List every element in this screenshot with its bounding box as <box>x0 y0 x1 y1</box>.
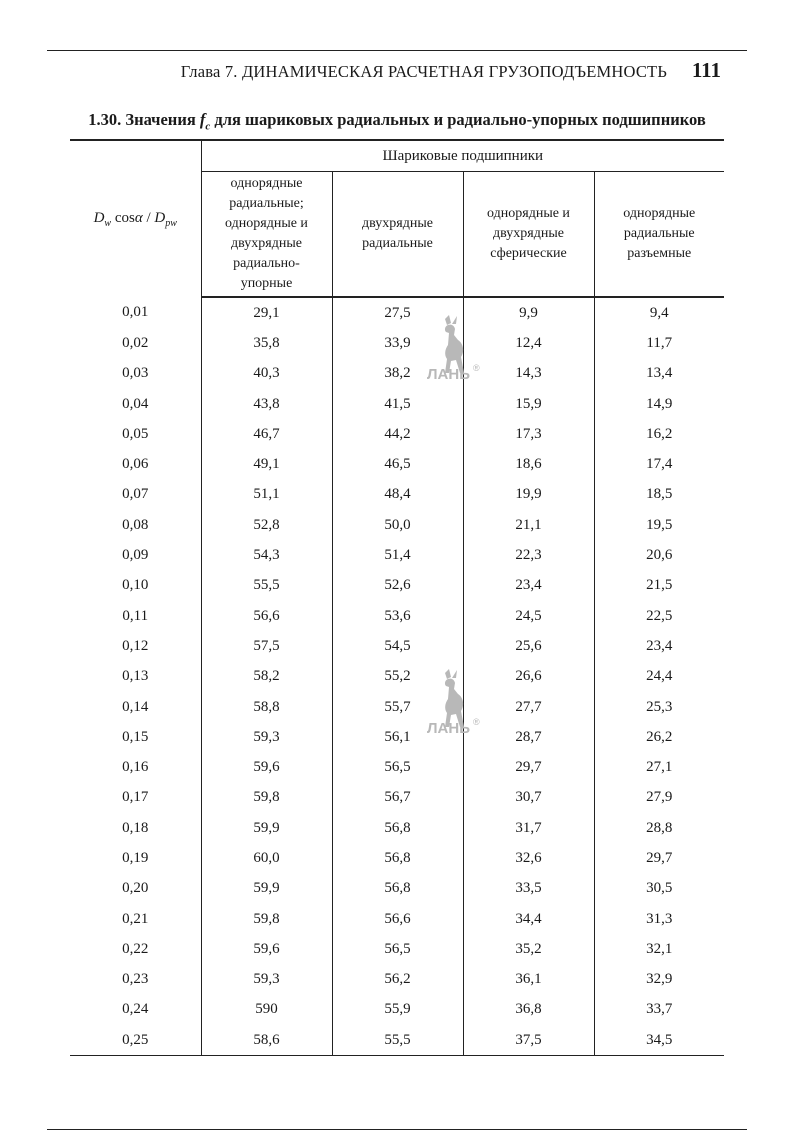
ratio-cell: 0,01 <box>122 304 149 321</box>
values-table <box>70 139 724 1056</box>
table-row <box>70 783 724 813</box>
value-cell: 24,5 <box>463 601 594 631</box>
value-cell: 56,8 <box>332 813 463 843</box>
value-cell: 56,1 <box>332 722 463 752</box>
value-cell: 59,3 <box>201 965 332 995</box>
value-cell: 59,9 <box>201 813 332 843</box>
table-row <box>70 752 724 782</box>
ratio-cell: 0,22 <box>122 940 149 957</box>
value-cell: 56,2 <box>332 965 463 995</box>
caption-symbol: f <box>199 110 206 129</box>
value-cell: 28,8 <box>594 813 724 843</box>
value-cell: 32,1 <box>594 934 724 964</box>
column-header-line: двухрядные <box>231 236 302 251</box>
value-cell: 33,9 <box>332 328 463 358</box>
chapter-title: Глава 7. ДИНАМИЧЕСКАЯ РАСЧЕТНАЯ ГРУЗОПОДЪЕМНОСТЬ <box>180 62 667 81</box>
watermark-registered: ® <box>473 363 480 373</box>
value-cell: 54,5 <box>332 631 463 661</box>
value-cell: 23,4 <box>594 631 724 661</box>
value-cell: 26,2 <box>594 722 724 752</box>
value-cell: 14,9 <box>594 389 724 419</box>
value-cell: 37,5 <box>463 1025 594 1056</box>
value-cell: 56,8 <box>332 874 463 904</box>
ratio-cell: 0,20 <box>122 880 149 897</box>
table-row <box>70 510 724 540</box>
table-row <box>70 297 724 328</box>
value-cell: 29,7 <box>463 752 594 782</box>
value-cell: 33,7 <box>594 995 724 1025</box>
value-cell: 25,6 <box>463 631 594 661</box>
table-row <box>70 389 724 419</box>
value-cell: 56,6 <box>201 601 332 631</box>
value-cell: 54,3 <box>201 540 332 570</box>
ratio-cell: 0,05 <box>122 425 149 442</box>
ratio-cell: 0,06 <box>122 456 149 473</box>
ratio-cell: 0,19 <box>122 849 149 866</box>
value-cell: 50,0 <box>332 510 463 540</box>
watermark-text: ЛАНЬ <box>427 720 470 737</box>
caption-subscript: c <box>205 120 211 133</box>
value-cell: 13,4 <box>594 359 724 389</box>
ratio-cell: 0,12 <box>122 637 149 654</box>
table-row <box>70 449 724 479</box>
value-cell: 9,4 <box>594 297 724 328</box>
value-cell: 59,8 <box>201 904 332 934</box>
value-cell: 49,1 <box>201 449 332 479</box>
ratio-cell: 0,14 <box>122 698 149 715</box>
column-header <box>463 172 594 298</box>
value-cell: 44,2 <box>332 419 463 449</box>
value-cell: 56,7 <box>332 783 463 813</box>
ratio-cell: 0,21 <box>122 910 149 927</box>
column-header-line: разъемные <box>627 246 692 261</box>
value-cell: 34,4 <box>463 904 594 934</box>
value-cell: 56,8 <box>332 843 463 873</box>
value-cell: 19,5 <box>594 510 724 540</box>
value-cell: 590 <box>201 995 332 1025</box>
watermark-text: ЛАНЬ <box>427 366 470 383</box>
value-cell: 17,3 <box>463 419 594 449</box>
value-cell: 59,3 <box>201 722 332 752</box>
value-cell: 20,6 <box>594 540 724 570</box>
table-row <box>70 1025 724 1056</box>
value-cell: 38,2 <box>332 359 463 389</box>
value-cell: 27,9 <box>594 783 724 813</box>
ratio-cell: 0,02 <box>122 334 149 351</box>
value-cell: 17,4 <box>594 449 724 479</box>
value-cell: 53,6 <box>332 601 463 631</box>
value-cell: 29,1 <box>201 297 332 328</box>
value-cell: 18,5 <box>594 480 724 510</box>
value-cell: 28,7 <box>463 722 594 752</box>
value-cell: 55,5 <box>201 571 332 601</box>
alpha-symbol: α <box>134 209 143 226</box>
value-cell: 30,5 <box>594 874 724 904</box>
table-row <box>70 359 724 389</box>
value-cell: 22,5 <box>594 601 724 631</box>
table-row <box>70 328 724 358</box>
column-header-line: однорядные и <box>487 206 570 221</box>
value-cell: 55,2 <box>332 662 463 692</box>
column-header <box>201 172 332 298</box>
value-cell: 33,5 <box>463 874 594 904</box>
value-cell: 40,3 <box>201 359 332 389</box>
running-header <box>47 58 747 88</box>
value-cell: 31,7 <box>463 813 594 843</box>
table-row <box>70 874 724 904</box>
column-header-line: сферические <box>490 246 567 261</box>
value-cell: 43,8 <box>201 389 332 419</box>
table-row <box>70 934 724 964</box>
value-cell: 35,2 <box>463 934 594 964</box>
table-row <box>70 480 724 510</box>
dpw-subscript: pw <box>165 217 177 229</box>
table-row <box>70 843 724 873</box>
table-row <box>70 571 724 601</box>
table-row <box>70 995 724 1025</box>
ratio-cell: 0,03 <box>122 365 149 382</box>
column-header-line: упорные <box>240 276 293 291</box>
slash-text: / <box>142 209 155 226</box>
value-cell: 51,1 <box>201 480 332 510</box>
value-cell: 60,0 <box>201 843 332 873</box>
table-row <box>70 692 724 722</box>
value-cell: 9,9 <box>463 297 594 328</box>
table-row <box>70 722 724 752</box>
caption-after: для шариковых радиальных и радиально-упорных подшипников <box>214 110 706 129</box>
ratio-cell: 0,24 <box>122 1001 149 1018</box>
cos-text: cos <box>111 209 135 226</box>
value-cell: 29,7 <box>594 843 724 873</box>
column-header-line: радиальные <box>362 236 433 251</box>
column-header <box>332 172 463 298</box>
deer-logo-icon <box>445 315 464 373</box>
value-cell: 59,8 <box>201 783 332 813</box>
value-cell: 19,9 <box>463 480 594 510</box>
value-cell: 58,8 <box>201 692 332 722</box>
value-cell: 46,7 <box>201 419 332 449</box>
ratio-cell: 0,25 <box>70 1025 201 1056</box>
table-row <box>70 904 724 934</box>
column-header-line: радиальные <box>623 226 695 241</box>
value-cell: 59,9 <box>201 874 332 904</box>
value-cell: 34,5 <box>594 1025 724 1056</box>
page-number: 111 <box>691 58 721 82</box>
group-header: Шариковые подшипники <box>201 140 724 172</box>
caption-number: 1.30. <box>88 110 122 129</box>
table-row <box>70 540 724 570</box>
ratio-cell: 0,09 <box>122 547 149 564</box>
column-header-line: однорядные <box>230 176 303 191</box>
value-cell: 15,9 <box>463 389 594 419</box>
column-header <box>594 172 724 298</box>
footer-rule <box>47 1129 747 1130</box>
column-header-line: однорядные и <box>225 216 308 231</box>
value-cell: 52,8 <box>201 510 332 540</box>
value-cell: 55,5 <box>332 1025 463 1056</box>
column-header-line: двухрядные <box>362 216 433 231</box>
ratio-cell: 0,15 <box>122 728 149 745</box>
table-row <box>70 662 724 692</box>
value-cell: 27,7 <box>463 692 594 722</box>
table-row <box>70 601 724 631</box>
header-rule <box>47 50 747 51</box>
value-cell: 56,5 <box>332 934 463 964</box>
value-cell: 32,9 <box>594 965 724 995</box>
value-cell: 16,2 <box>594 419 724 449</box>
value-cell: 48,4 <box>332 480 463 510</box>
watermark-logo <box>423 313 483 383</box>
table-row <box>70 813 724 843</box>
value-cell: 12,4 <box>463 328 594 358</box>
ratio-cell: 0,10 <box>122 577 149 594</box>
table-row <box>70 965 724 995</box>
value-cell: 30,7 <box>463 783 594 813</box>
value-cell: 58,6 <box>201 1025 332 1056</box>
value-cell: 41,5 <box>332 389 463 419</box>
column-header-line: радиально- <box>233 256 300 271</box>
ratio-cell: 0,16 <box>122 759 149 776</box>
value-cell: 46,5 <box>332 449 463 479</box>
value-cell: 26,6 <box>463 662 594 692</box>
value-cell: 36,1 <box>463 965 594 995</box>
column-header-line: двухрядные <box>493 226 564 241</box>
ratio-cell: 0,04 <box>122 395 149 412</box>
value-cell: 22,3 <box>463 540 594 570</box>
value-cell: 21,5 <box>594 571 724 601</box>
value-cell: 57,5 <box>201 631 332 661</box>
ratio-cell: 0,18 <box>122 819 149 836</box>
dw-symbol: D <box>93 209 105 226</box>
value-cell: 11,7 <box>594 328 724 358</box>
value-cell: 27,5 <box>332 297 463 328</box>
value-cell: 56,5 <box>332 752 463 782</box>
watermark-registered: ® <box>473 717 480 727</box>
column-header-line: радиальные; <box>229 196 304 211</box>
value-cell: 51,4 <box>332 540 463 570</box>
value-cell: 31,3 <box>594 904 724 934</box>
table-body <box>70 297 724 1056</box>
value-cell: 14,3 <box>463 359 594 389</box>
value-cell: 35,8 <box>201 328 332 358</box>
value-cell: 32,6 <box>463 843 594 873</box>
value-cell: 52,6 <box>332 571 463 601</box>
value-cell: 18,6 <box>463 449 594 479</box>
ratio-cell: 0,11 <box>122 607 149 624</box>
value-cell: 55,9 <box>332 995 463 1025</box>
value-cell: 23,4 <box>463 571 594 601</box>
value-cell: 27,1 <box>594 752 724 782</box>
table-row <box>70 419 724 449</box>
ratio-cell: 0,07 <box>122 486 149 503</box>
ratio-cell: 0,13 <box>122 668 149 685</box>
caption-before: Значения <box>125 110 196 129</box>
value-cell: 58,2 <box>201 662 332 692</box>
dpw-symbol: D <box>154 209 166 226</box>
watermark-logo-2 <box>423 667 483 737</box>
table-caption <box>70 110 724 132</box>
value-cell: 21,1 <box>463 510 594 540</box>
table-row <box>70 631 724 661</box>
ratio-cell: 0,23 <box>122 971 149 988</box>
value-cell: 36,8 <box>463 995 594 1025</box>
value-cell: 55,7 <box>332 692 463 722</box>
ratio-cell: 0,17 <box>122 789 149 806</box>
ratio-column-header <box>70 140 201 297</box>
value-cell: 25,3 <box>594 692 724 722</box>
value-cell: 59,6 <box>201 752 332 782</box>
value-cell: 59,6 <box>201 934 332 964</box>
dw-subscript: w <box>104 217 112 229</box>
deer-logo-icon <box>445 669 464 727</box>
ratio-cell: 0,08 <box>122 516 149 533</box>
value-cell: 24,4 <box>594 662 724 692</box>
value-cell: 56,6 <box>332 904 463 934</box>
column-header-line: однорядные <box>623 206 696 221</box>
